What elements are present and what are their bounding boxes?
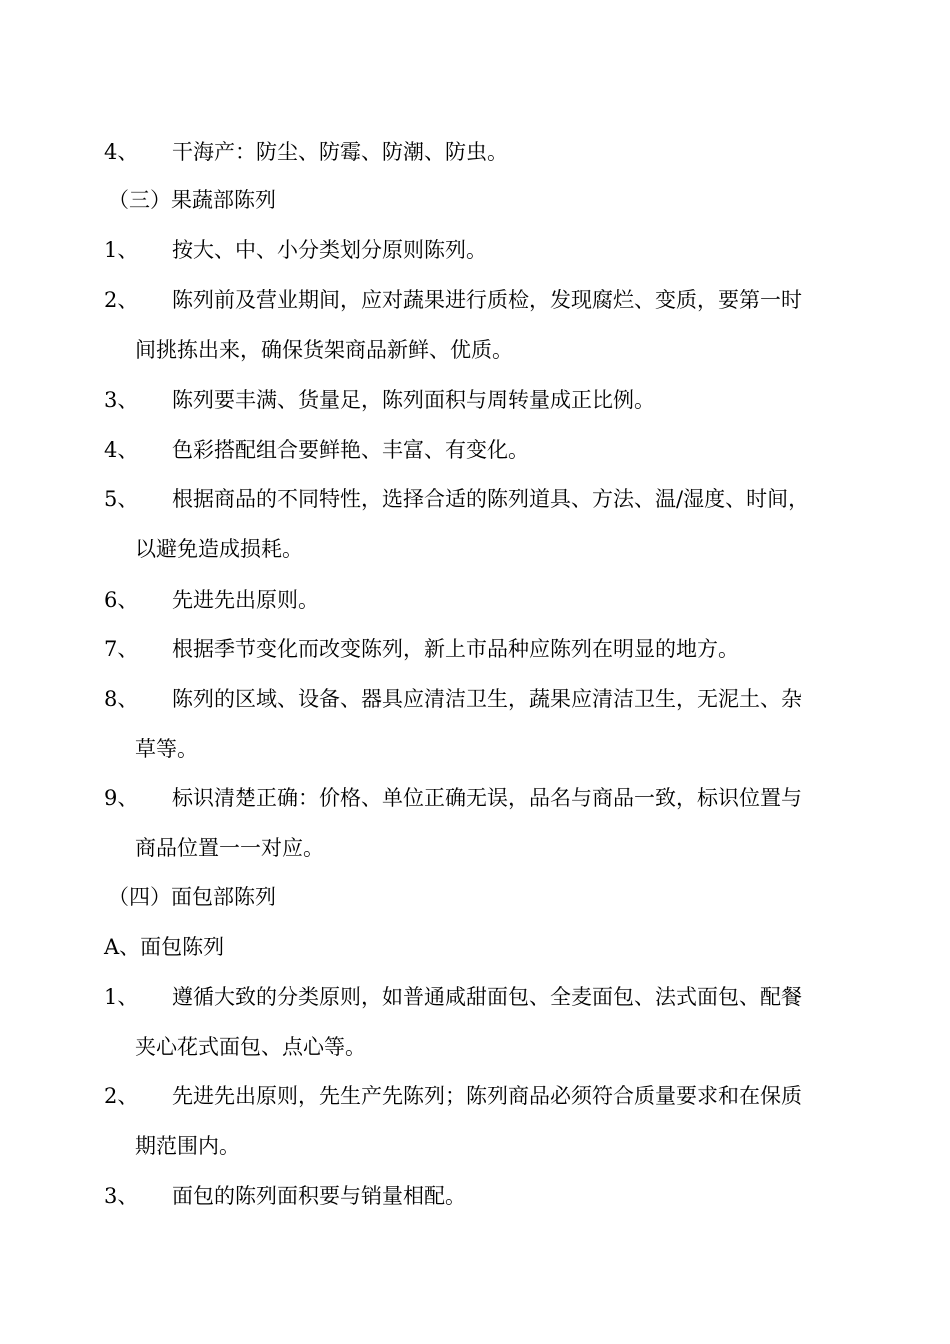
item-number: 6、 xyxy=(104,588,139,612)
subsection-heading xyxy=(0,932,950,962)
list-item-continuation xyxy=(0,734,950,764)
item-text: 间挑拣出来，确保货架商品新鲜、优质。 xyxy=(135,338,513,362)
list-item xyxy=(0,585,950,615)
list-item xyxy=(0,435,950,465)
item-text: 色彩搭配组合要鲜艳、丰富、有变化。 xyxy=(172,438,529,462)
item-text: 草等。 xyxy=(135,737,198,761)
list-item xyxy=(0,1081,950,1111)
list-item xyxy=(0,634,950,664)
item-text: 陈列要丰满、货量足，陈列面积与周转量成正比例。 xyxy=(172,388,655,412)
list-item-continuation xyxy=(0,833,950,863)
item-number: 2、 xyxy=(104,288,139,312)
list-item xyxy=(0,137,950,167)
item-text: 陈列的区域、设备、器具应清洁卫生，蔬果应清洁卫生，无泥土、杂 xyxy=(172,687,802,711)
list-item-continuation xyxy=(0,534,950,564)
list-item-continuation xyxy=(0,335,950,365)
item-number: 3、 xyxy=(104,1184,139,1208)
item-number: 1、 xyxy=(104,238,139,262)
list-item xyxy=(0,1181,950,1211)
section-heading-text: （四）面包部陈列 xyxy=(108,885,276,909)
item-text: 干海产：防尘、防霉、防潮、防虫。 xyxy=(172,140,508,164)
item-number: 3、 xyxy=(104,388,139,412)
item-text: 陈列前及营业期间，应对蔬果进行质检，发现腐烂、变质，要第一时 xyxy=(172,288,802,312)
list-item xyxy=(0,285,950,315)
item-number: 4、 xyxy=(104,438,139,462)
list-item xyxy=(0,684,950,714)
item-number: 7、 xyxy=(104,637,139,661)
section-heading-text: （三）果蔬部陈列 xyxy=(108,188,276,212)
item-number: 9、 xyxy=(104,786,139,810)
item-text: 标识清楚正确：价格、单位正确无误，品名与商品一致，标识位置与 xyxy=(172,786,802,810)
item-number: 8、 xyxy=(104,687,139,711)
item-text: 以避免造成损耗。 xyxy=(135,537,303,561)
section-heading-bakery xyxy=(0,882,950,912)
list-item-continuation xyxy=(0,1032,950,1062)
item-text: 先进先出原则，先生产先陈列；陈列商品必须符合质量要求和在保质 xyxy=(172,1084,802,1108)
list-item xyxy=(0,484,950,514)
item-text: 根据季节变化而改变陈列，新上市品种应陈列在明显的地方。 xyxy=(172,637,739,661)
item-text: 期范围内。 xyxy=(135,1134,240,1158)
section-heading-produce xyxy=(0,185,950,215)
list-item xyxy=(0,783,950,813)
item-number: 4、 xyxy=(104,140,139,164)
item-text: 先进先出原则。 xyxy=(172,588,319,612)
item-text: 商品位置一一对应。 xyxy=(135,836,324,860)
item-number: 1、 xyxy=(104,985,139,1009)
item-number: 5、 xyxy=(104,487,139,511)
list-item xyxy=(0,385,950,415)
subsection-heading-text: A、面包陈列 xyxy=(104,935,225,959)
list-item-continuation xyxy=(0,1131,950,1161)
item-text: 夹心花式面包、点心等。 xyxy=(135,1035,366,1059)
list-item xyxy=(0,982,950,1012)
item-text: 根据商品的不同特性，选择合适的陈列道具、方法、温/湿度、时间， xyxy=(172,487,810,511)
item-text: 遵循大致的分类原则，如普通咸甜面包、全麦面包、法式面包、配餐 xyxy=(172,985,802,1009)
item-number: 2、 xyxy=(104,1084,139,1108)
item-text: 面包的陈列面积要与销量相配。 xyxy=(172,1184,466,1208)
item-text: 按大、中、小分类划分原则陈列。 xyxy=(172,238,487,262)
list-item xyxy=(0,235,950,265)
